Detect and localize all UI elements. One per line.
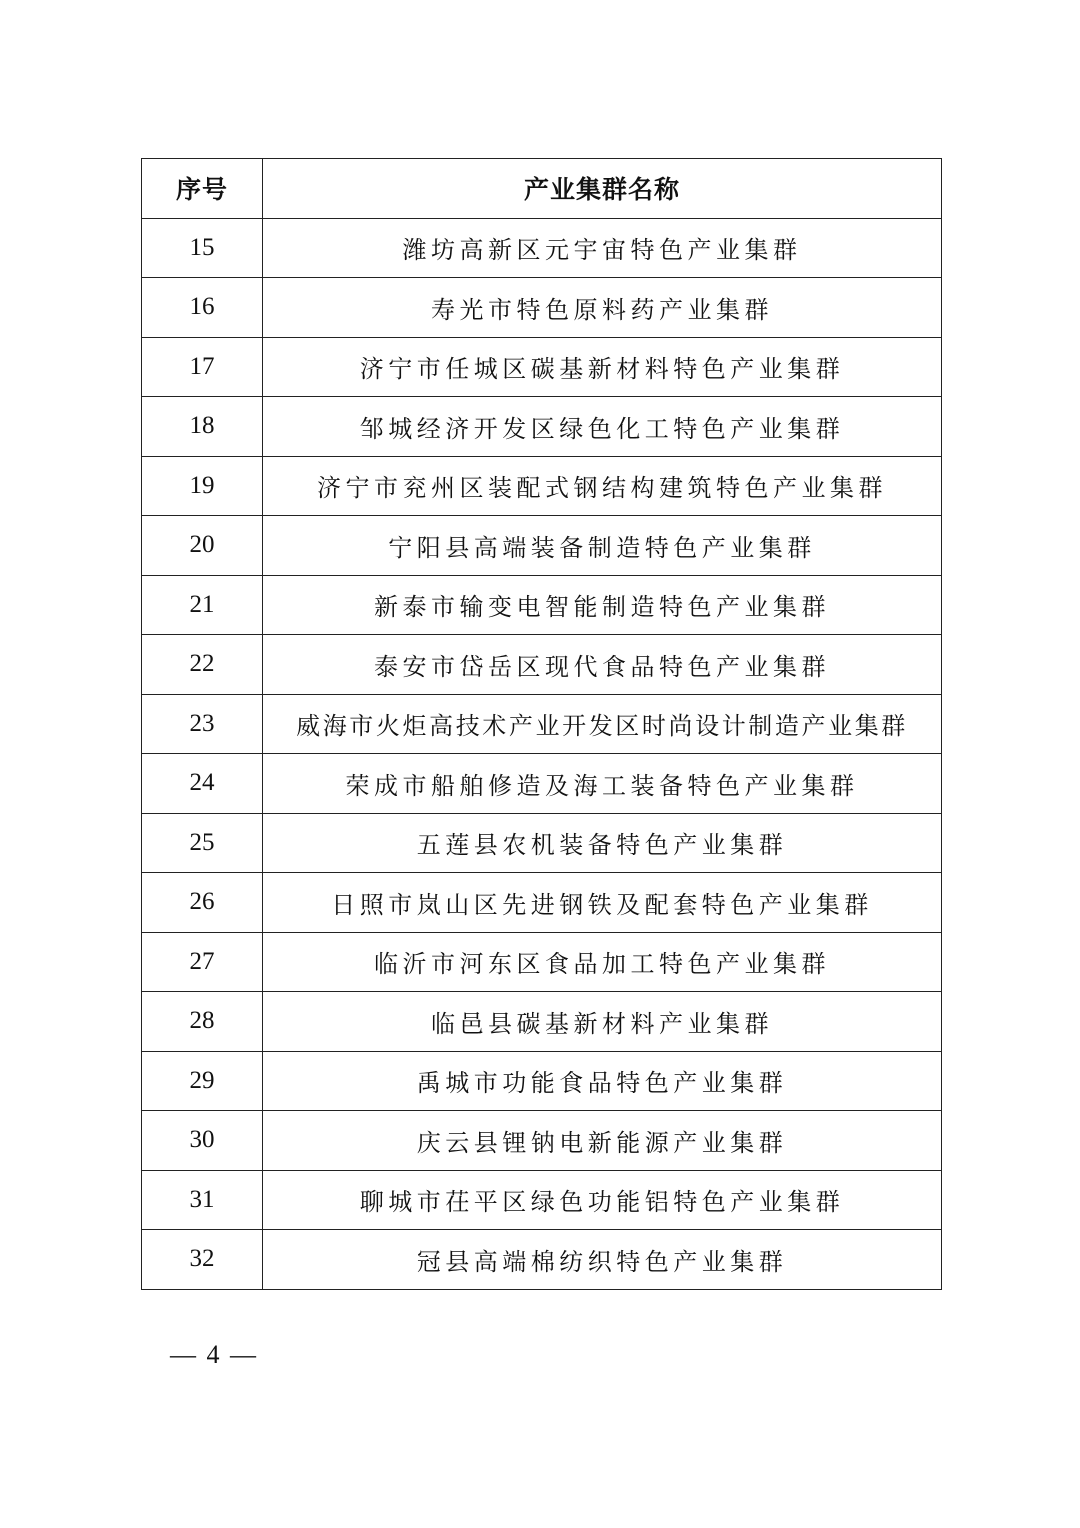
row-cluster-name: 临沂市河东区食品加工特色产业集群 bbox=[263, 932, 942, 992]
row-number: 31 bbox=[142, 1170, 263, 1230]
row-number: 20 bbox=[142, 516, 263, 576]
row-cluster-name: 邹城经济开发区绿色化工特色产业集群 bbox=[263, 397, 942, 457]
industry-cluster-table bbox=[141, 158, 942, 1290]
row-number: 17 bbox=[142, 337, 263, 397]
table-row bbox=[142, 1111, 942, 1171]
table-row bbox=[142, 278, 942, 338]
row-cluster-name: 宁阳县高端装备制造特色产业集群 bbox=[263, 516, 942, 576]
table-row bbox=[142, 397, 942, 457]
table-row bbox=[142, 456, 942, 516]
row-cluster-name: 临邑县碳基新材料产业集群 bbox=[263, 992, 942, 1052]
table-row bbox=[142, 873, 942, 933]
table-row bbox=[142, 516, 942, 576]
row-number: 29 bbox=[142, 1051, 263, 1111]
page-number: — 4 — bbox=[170, 1340, 258, 1369]
row-number: 32 bbox=[142, 1230, 263, 1290]
row-number: 19 bbox=[142, 456, 263, 516]
row-cluster-name: 寿光市特色原料药产业集群 bbox=[263, 278, 942, 338]
row-cluster-name: 新泰市输变电智能制造特色产业集群 bbox=[263, 575, 942, 635]
row-number: 18 bbox=[142, 397, 263, 457]
row-cluster-name: 冠县高端棉纺织特色产业集群 bbox=[263, 1230, 942, 1290]
table-row bbox=[142, 1170, 942, 1230]
row-cluster-name: 禹城市功能食品特色产业集群 bbox=[263, 1051, 942, 1111]
table-row bbox=[142, 635, 942, 695]
table-row bbox=[142, 813, 942, 873]
header-serial-number: 序号 bbox=[142, 159, 263, 219]
header-cluster-name: 产业集群名称 bbox=[263, 159, 942, 219]
table-row bbox=[142, 337, 942, 397]
row-cluster-name: 泰安市岱岳区现代食品特色产业集群 bbox=[263, 635, 942, 695]
row-cluster-name: 五莲县农机装备特色产业集群 bbox=[263, 813, 942, 873]
row-cluster-name: 聊城市茌平区绿色功能铝特色产业集群 bbox=[263, 1170, 942, 1230]
row-cluster-name: 日照市岚山区先进钢铁及配套特色产业集群 bbox=[263, 873, 942, 933]
row-number: 25 bbox=[142, 813, 263, 873]
row-number: 26 bbox=[142, 873, 263, 933]
row-cluster-name: 济宁市任城区碳基新材料特色产业集群 bbox=[263, 337, 942, 397]
row-number: 30 bbox=[142, 1111, 263, 1171]
row-number: 23 bbox=[142, 694, 263, 754]
table-row bbox=[142, 932, 942, 992]
table-row bbox=[142, 575, 942, 635]
table-row bbox=[142, 218, 942, 278]
table-row bbox=[142, 1051, 942, 1111]
row-number: 24 bbox=[142, 754, 263, 814]
row-cluster-name: 济宁市兖州区装配式钢结构建筑特色产业集群 bbox=[263, 456, 942, 516]
table-row bbox=[142, 992, 942, 1052]
row-cluster-name: 威海市火炬高技术产业开发区时尚设计制造产业集群 bbox=[263, 694, 942, 754]
row-cluster-name: 潍坊高新区元宇宙特色产业集群 bbox=[263, 218, 942, 278]
row-number: 16 bbox=[142, 278, 263, 338]
table-row bbox=[142, 754, 942, 814]
row-cluster-name: 庆云县锂钠电新能源产业集群 bbox=[263, 1111, 942, 1171]
row-number: 21 bbox=[142, 575, 263, 635]
table-row bbox=[142, 1230, 942, 1290]
row-cluster-name: 荣成市船舶修造及海工装备特色产业集群 bbox=[263, 754, 942, 814]
row-number: 15 bbox=[142, 218, 263, 278]
row-number: 28 bbox=[142, 992, 263, 1052]
row-number: 22 bbox=[142, 635, 263, 695]
table-row bbox=[142, 694, 942, 754]
table-header-row bbox=[142, 159, 942, 219]
row-number: 27 bbox=[142, 932, 263, 992]
